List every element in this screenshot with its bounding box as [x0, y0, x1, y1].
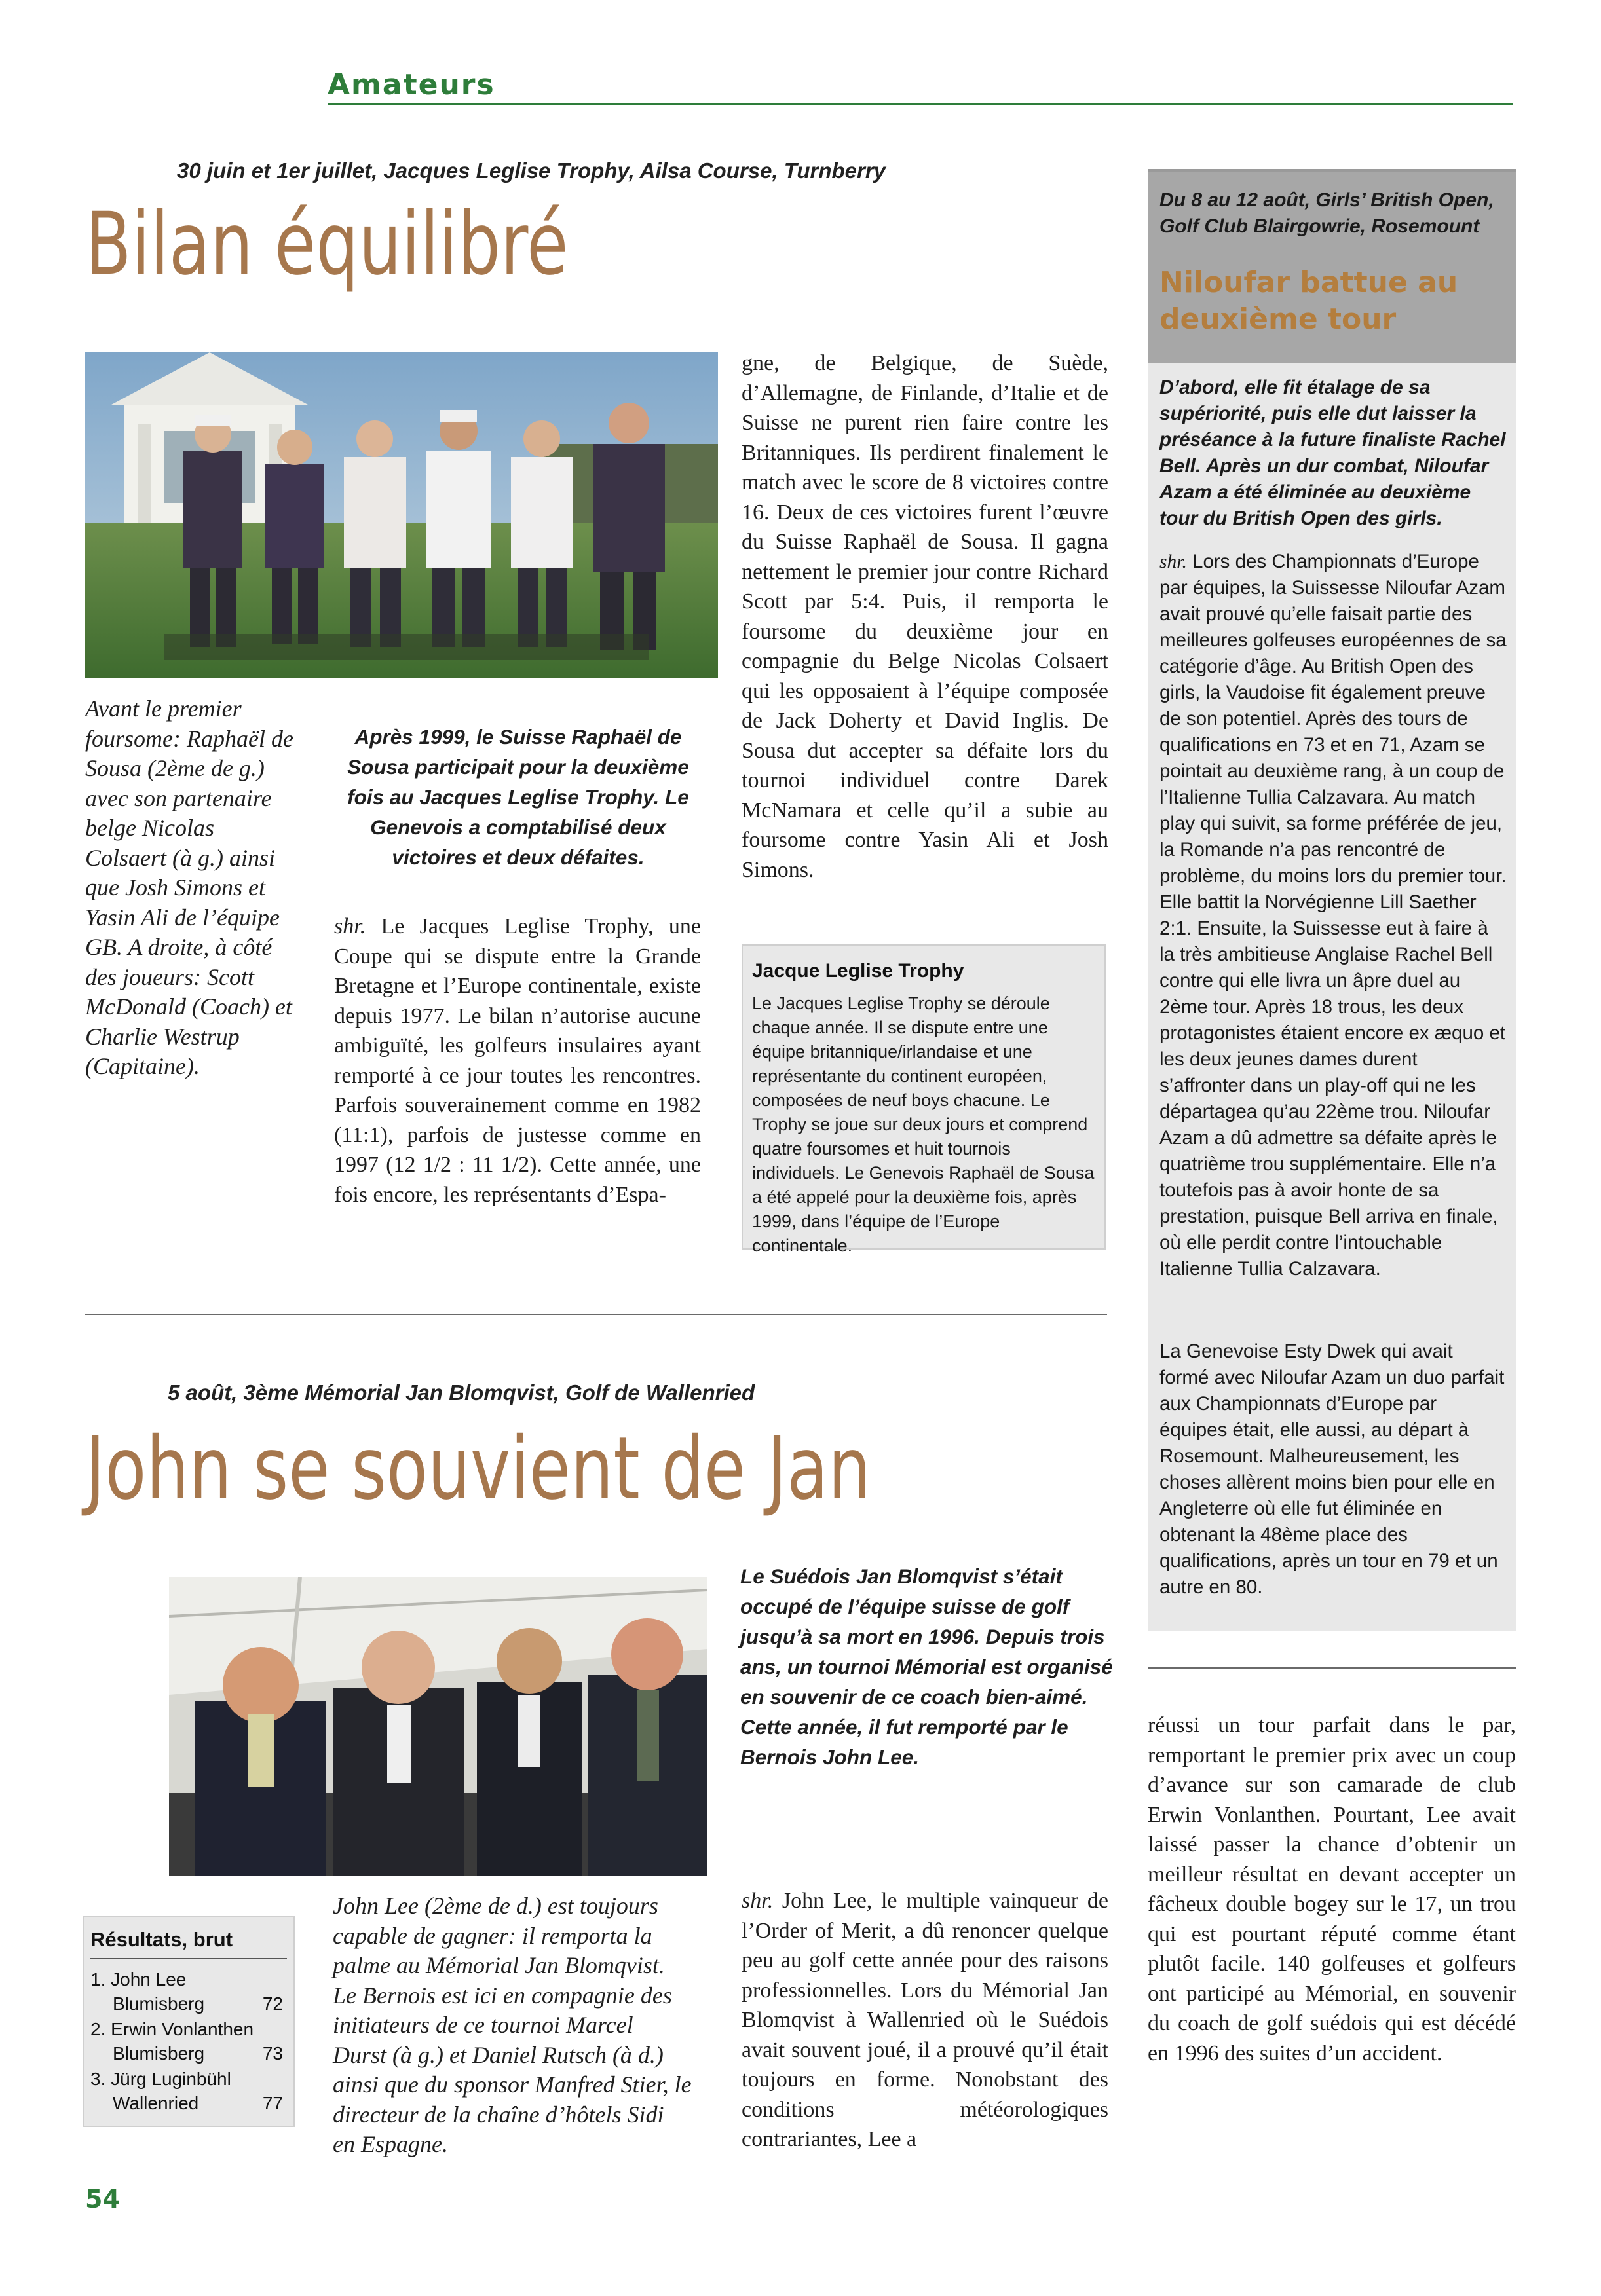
team-photo: [85, 352, 718, 678]
article2-body-col2: réussi un tour parfait dans le par, remportant le premier prix avec un coup d’avance sur son camarade de club Erwin Vonlanthen. Pourtant, Lee avait laissé passer la chance d’obtenir un meilleur résultat en devant accepter un fâcheux double bogey sur le 17, un trou qui est pourtant réputé comme étant plutôt facile. 140 golfeuses et golfeurs ont participé au Mémorial, en souvenir du coach de golf suédois qui est décédé en 1996 des suites d’un accident.: [1148, 1713, 1516, 2065]
results-row-name: 1. John Lee: [90, 1969, 187, 1990]
memorial-photo-caption: John Lee (2ème de d.) est toujours capable de gagner: il remporta la palme au Mémorial Jan Blomqvist. Le Bernois est ici en compagnie des initiateurs de ce tournoi Marcel Durst (à g.) et Daniel Rutsch (à d.) ainsi que du sponsor Manfred Stier, le directeur de la chaîne d’hôtels Sidi en Espagne.: [333, 1893, 692, 2157]
results-title-rule: [90, 1958, 287, 1959]
article2-body-col1-text: John Lee, le multiple vainqueur de l’Order of Merit, a dû renoncer quelque peu au golf cette année pour des raisons professionnelles. Lors du Mémorial Jan Blomqvist à Wallenried où le Suédois avait souvent joué, il a prouvé qu’il était toujours en forme. Nonobstant des conditions météorologiques contrariantes, Lee a: [742, 1889, 1108, 2151]
article2-lead: Le Suédois Jan Blomqvist s’était occupé de l’équipe suisse de golf jusqu’à sa mort en 1996. Depuis trois ans, un tournoi Mémorial est organisé en souvenir de ce coach bien-aimé. Cette année, il fut remporté par le Bernois John Lee.: [740, 1565, 1113, 1769]
results-row-club: Blumisberg: [113, 2043, 205, 2064]
page-number: 54: [85, 2185, 120, 2213]
trophy-info-title: Jacque Leglise Trophy: [752, 960, 964, 982]
sidebar-paragraph-1-text: Lors des Championnats d’Europe par équipes, la Suissesse Niloufar Azam avait prouvé qu’elle faisait partie des meilleures golfeuses européennes de sa catégorie d’âge. Au British Open des girls, la Vaudoise fit également preuve de son potentiel. Après des tours de qualifications en 73 et en 71, Azam se pointait au deuxième rang, à un coup de l’Italienne Tullia Calzavara. Au match play qui suivit, sa forme préférée de jeu, la Romande n’a pas rencontré de problème, du moins lors du premier tour. Elle battit la Norvégienne Lill Saether 2:1. Ensuite, la Suissesse eut à faire à la très ambitieuse Anglaise Rachel Bell contre qui elle livra un âpre duel au 2ème tour. Après 18 trous, les deux protagonistes étaient encore ex æquo et les deux jeunes dames durent s’affronter dans un play-off qui ne les départagea qu’au 22ème trou. Niloufar Azam a dû admettre sa défaite après le quatrième trou supplémentaire. Elle n’a toutefois pas à avoir honte de sa prestation, puisque Bell arriva en finale, où elle perdit contre l’intouchable Italienne Tullia Calzavara.: [1159, 551, 1507, 1280]
article1-byline: shr.: [334, 914, 366, 938]
results-box: [83, 1916, 295, 2127]
section-label: Amateurs: [328, 68, 495, 102]
results-row: [90, 2067, 287, 2115]
sidebar-dateline: Du 8 au 12 août, Girls’ British Open, Golf Club Blairgowrie, Rosemount: [1159, 189, 1494, 237]
sidebar-paragraph-1: [1159, 549, 1507, 1282]
results-row-club: Blumisberg: [113, 1993, 205, 2014]
results-row: [90, 2017, 287, 2065]
article1-body-col2: gne, de Belgique, de Suède, d’Allemagne, de Finlande, d’Italie et de Suisse ne purent rien faire contre les Britanniques. Ils perdirent finalement le match avec le score de 8 victoires contre 16. Deux de ces victoires furent l’œuvre du Suisse Raphaël de Sousa. Il gagna nettement le premier jour contre Richard Scott par 5:4. Puis, il remporta le foursome du deuxième jour en compagnie du Belge Nicolas Colsaert qui les opposaient à l’équipe composée de Jack Doherty et David Inglis. De Sousa dut accepter sa défaite lors du tournoi individuel contre Darek McNamara et celle qu’il a subie au foursome contre Yasin Ali et Josh Simons.: [742, 351, 1108, 882]
results-row-score: 72: [262, 1993, 283, 2014]
sidebar-byline: shr.: [1159, 551, 1187, 572]
article-divider: [85, 1314, 1107, 1315]
sidebar-divider: [1148, 1667, 1516, 1669]
article1-headline: Bilan équilibré: [85, 194, 569, 295]
article2-byline: shr.: [742, 1889, 774, 1913]
results-row: [90, 1967, 287, 2016]
results-row-name: 3. Jürg Luginbühl: [90, 2069, 231, 2089]
trophy-info-box: [742, 944, 1106, 1255]
team-photo-caption: Avant le premier foursome: Raphaël de Sousa (2ème de g.) avec son partenaire belge Nicolas Colsaert (à g.) ainsi que Josh Simons et Yasin Ali de l’équipe GB. A droite, à côté des joueurs: Scott McDonald (Coach) et Charlie Westrup (Capitaine).: [85, 695, 293, 1079]
article2-body-col1: [742, 1886, 1108, 2155]
article1-body-col1-text: Le Jacques Leglise Trophy, une Coupe qui se dispute entre la Grande Bretagne et l’Europe continentale, existe depuis 1977. Le bilan n’autorise aucune ambiguïté, les golfeurs insulaires ayant remporté à ce jour toutes les rencontres. Parfois souverainement comme en 1982 (11:1), parfois de justesse comme en 1997 (12 1/2 : 11 1/2). Cette année, une fois encore, les représentants d’Espa-: [334, 914, 701, 1207]
article2-headline: John se souvient de Jan: [85, 1418, 871, 1519]
sidebar-girls-open: [1148, 169, 1516, 1631]
article1-dateline: 30 juin et 1er juillet, Jacques Leglise Trophy, Ailsa Course, Turnberry: [177, 158, 886, 183]
article2-dateline: 5 août, 3ème Mémorial Jan Blomqvist, Golf de Wallenried: [168, 1380, 755, 1405]
memorial-photo: [169, 1577, 707, 1876]
results-row-score: 73: [262, 2043, 283, 2064]
header-rule: [328, 103, 1513, 105]
results-title: Résultats, brut: [90, 1928, 233, 1951]
sidebar-paragraph-2: La Genevoise Esty Dwek qui avait formé avec Niloufar Azam un duo parfait aux Championnats d’Europe par équipes était, elle aussi, au départ à Rosemount. Malheureusement, les choses allèrent moins bien pour elle en Angleterre où elle fut éliminée en obtenant la 48ème place des qualifications, après un tour en 79 et un autre en 80.: [1159, 1341, 1505, 1598]
article1-lead: Après 1999, le Suisse Raphaël de Sousa participait pour la deuxième fois au Jacques Leglise Trophy. Le Genevois a comptabilisé deux victoires et deux défaites.: [347, 725, 689, 869]
trophy-info-text: Le Jacques Leglise Trophy se déroule chaque année. Il se dispute entre une équipe britannique/irlandaise et une représentante du continent européen, composées de neuf boys chacune. Le Trophy se joue sur deux jours et comprend quatre foursomes et huit tournois individuels. Le Genevois Raphaël de Sousa a été appelé pour la deuxième fois, après 1999, dans l’équipe de l’Europe continentale.: [752, 993, 1095, 1255]
results-row-club: Wallenried: [113, 2093, 199, 2113]
sidebar-headline: Niloufar battue au deuxième tour: [1159, 266, 1458, 336]
results-row-name: 2. Erwin Vonlanthen: [90, 2019, 254, 2039]
article1-body-col1: [334, 912, 701, 1210]
sidebar-lead: D’abord, elle fit étalage de sa supériorité, puis elle dut laisser la préséance à la future finaliste Rachel Bell. Après un dur combat, Niloufar Azam a été éliminée au deuxième tour du British Open des girls.: [1159, 377, 1506, 529]
results-row-score: 77: [262, 2093, 283, 2113]
